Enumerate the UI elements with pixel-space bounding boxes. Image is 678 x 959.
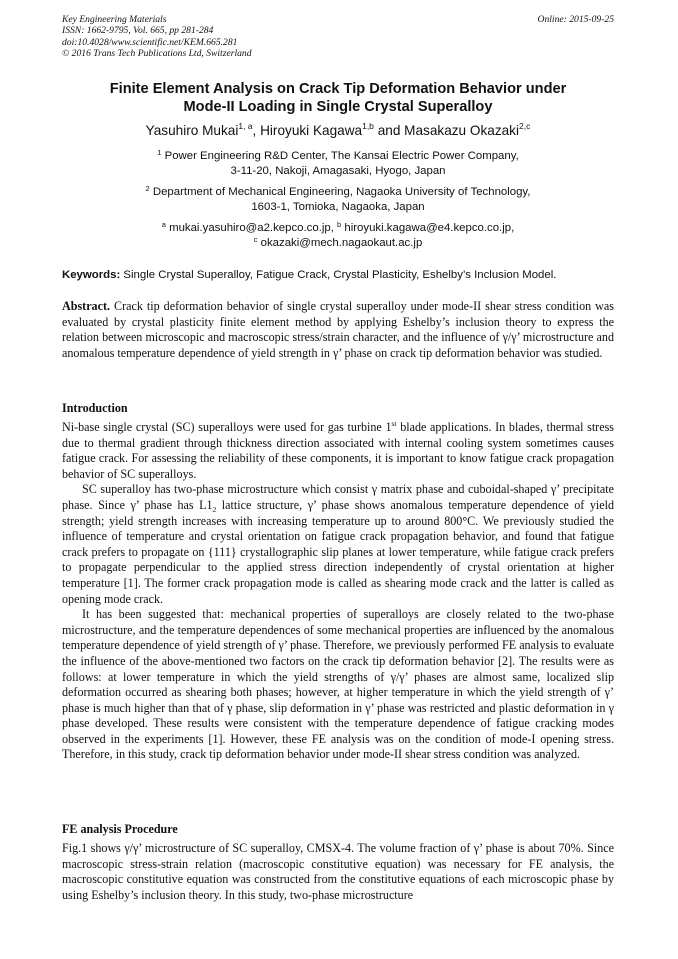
journal-name: Key Engineering Materials bbox=[62, 14, 167, 25]
email-c-marker: c bbox=[253, 235, 258, 244]
ordinal-superscript: st bbox=[391, 419, 397, 428]
paper-title bbox=[62, 80, 614, 116]
author-1-superscript: 1, a bbox=[238, 121, 253, 131]
keywords-label: Keywords: bbox=[62, 269, 121, 281]
journal-header bbox=[62, 14, 614, 60]
affiliation-2-line-1: Department of Mechanical Engineering, Nagaoka University of Technology, bbox=[152, 186, 531, 198]
fe-paragraph-1: Fig.1 shows γ/γ’ microstructure of SC superalloy, CMSX-4. The volume fraction of γ’ phase is about 70%. Since macroscopic stress-strain relation (macroscopic constitutive equation) was necessary for FE analysis, the macroscopic constitutive equation was constructed from the constitutive equations of each microscopic phase by using Eshelby’s inclusion theory. In this study, two-phase microstructure bbox=[62, 841, 614, 902]
affiliation-1-line-1: Power Engineering R&D Center, The Kansai Electric Power Company, bbox=[164, 150, 519, 162]
author-3: Masakazu Okazaki bbox=[404, 123, 519, 138]
affiliation-1 bbox=[62, 149, 614, 179]
author-2-superscript: 1,b bbox=[362, 121, 374, 131]
author-3-superscript: 2,c bbox=[519, 121, 531, 131]
intro-paragraph-1: Ni-base single crystal (SC) superalloys were used for gas turbine 1st blade applications. In blades, thermal stress due to thermal gradient through thickness direction associated with internal cooling system sometimes causes fatigue crack. For assessing the reliability of these components, it is important to know fatigue crack propagation behavior of SC superalloys. bbox=[62, 419, 614, 481]
affiliation-1-line-2: 3-11-20, Nakoji, Amagasaki, Hyogo, Japan bbox=[230, 165, 446, 177]
section-heading-introduction: Introduction bbox=[62, 401, 128, 415]
intro-paragraph-2: SC superalloy has two-phase microstructure which consist γ matrix phase and cuboidal-shaped γ’ precipitate phase. Since γ’ phase has $L1_2$ lattice structure, γ’ phase shows anomalous temperature dependence of yield strength; yield strength increases with increasing temperature up to around 800°C. We previously studied the influence of temperature and crystal orientation on fatigue crack propagation behavior, and found that fatigue crack prefers to propagate on {111} crystallographic slip planes at lower temperature, while fatigue crack prefers to propagate perpendicular to the applied stress direction independently of crystal orientation at higher temperature [1]. The former crack propagation mode is called as shearing mode crack and the latter is called as opening mode crack. bbox=[62, 482, 614, 606]
keywords-line bbox=[62, 268, 614, 283]
title-line-1: Finite Element Analysis on Crack Tip Deformation Behavior under bbox=[109, 81, 567, 97]
abstract-paragraph bbox=[62, 299, 614, 361]
email-a-marker: a bbox=[161, 220, 166, 229]
doi-line[interactable]: doi:10.4028/www.scientific.net/KEM.665.281 bbox=[62, 36, 238, 48]
author-2: Hiroyuki Kagawa bbox=[260, 123, 363, 138]
email-a[interactable]: mukai.yasuhiro@a2.kepco.co.jp, bbox=[169, 222, 334, 234]
author-list bbox=[62, 122, 614, 139]
affiliation-2-line-2: 1603-1, Tomioka, Nagaoka, Japan bbox=[251, 201, 425, 213]
author-separator: , bbox=[252, 123, 261, 138]
copyright-line: © 2016 Trans Tech Publications Ltd, Switzerland bbox=[62, 48, 252, 60]
author-1: Yasuhiro Mukai bbox=[145, 123, 239, 138]
email-b[interactable]: hiroyuki.kagawa@e4.kepco.co.jp, bbox=[344, 222, 515, 234]
email-c[interactable]: okazaki@mech.nagaokaut.ac.jp bbox=[260, 237, 423, 249]
affiliation-2 bbox=[62, 185, 614, 215]
author-emails bbox=[62, 221, 614, 251]
section-heading-fe-procedure: FE analysis Procedure bbox=[62, 822, 178, 836]
lattice-subscript: 2 bbox=[212, 504, 217, 514]
introduction-body bbox=[62, 420, 614, 763]
intro-paragraph-3: It has been suggested that: mechanical properties of superalloys are closely related to the two-phase microstructure, and the temperature dependences of some mechanical properties are influenced by the anomalous temperature dependence of yield strength of γ’ phase. Therefore, we previously performed FE analysis to evaluate the influence of the above-mentioned two factors on the crack tip deformation behavior [2]. The results were as follows: at lower temperature in which the yield strengths of γ/γ’ phases are almost same, localized slip deformation occurred as shearing both phases; however, at higher temperature in which the yield strength of γ’ phase is much higher than that of γ phase, slip deformation in γ’ phase was restricted and plastic deformation in γ phase developed. These results were consistent with the temperature dependence of fatigue cracking modes observed in the experiments [1]. However, these FE analysis was on the condition of mode-I opening stress. Therefore, in this study, crack tip deformation behavior under mode-II shear stress condition was analyzed. bbox=[62, 607, 614, 762]
online-date: Online: 2015-09-25 bbox=[537, 14, 614, 25]
issn-line: ISSN: 1662-9795, Vol. 665, pp 281-284 bbox=[62, 25, 214, 37]
title-line-2: Mode-II Loading in Single Crystal Superalloy bbox=[183, 99, 493, 115]
fe-procedure-body bbox=[62, 841, 614, 903]
affiliation-2-marker: 2 bbox=[145, 184, 150, 193]
email-b-marker: b bbox=[337, 220, 342, 229]
abstract-label: Abstract. bbox=[62, 299, 111, 313]
affiliation-1-marker: 1 bbox=[157, 148, 162, 157]
author-separator: and bbox=[373, 123, 405, 138]
keywords-text: Single Crystal Superalloy, Fatigue Crack, Crystal Plasticity, Eshelby’s Inclusion Model. bbox=[123, 269, 557, 281]
abstract-text: Crack tip deformation behavior of single crystal superalloy under mode-II shear stress condition was evaluated by crystal plasticity finite element method by applying Eshelby’s inclusion theory to express the relation between microscopic and macroscopic stress/strain character, and the influence of γ/γ’ microstructure and anomalous temperature dependence of yield strength in γ’ phase on crack tip deformation behavior was studied. bbox=[62, 299, 614, 360]
